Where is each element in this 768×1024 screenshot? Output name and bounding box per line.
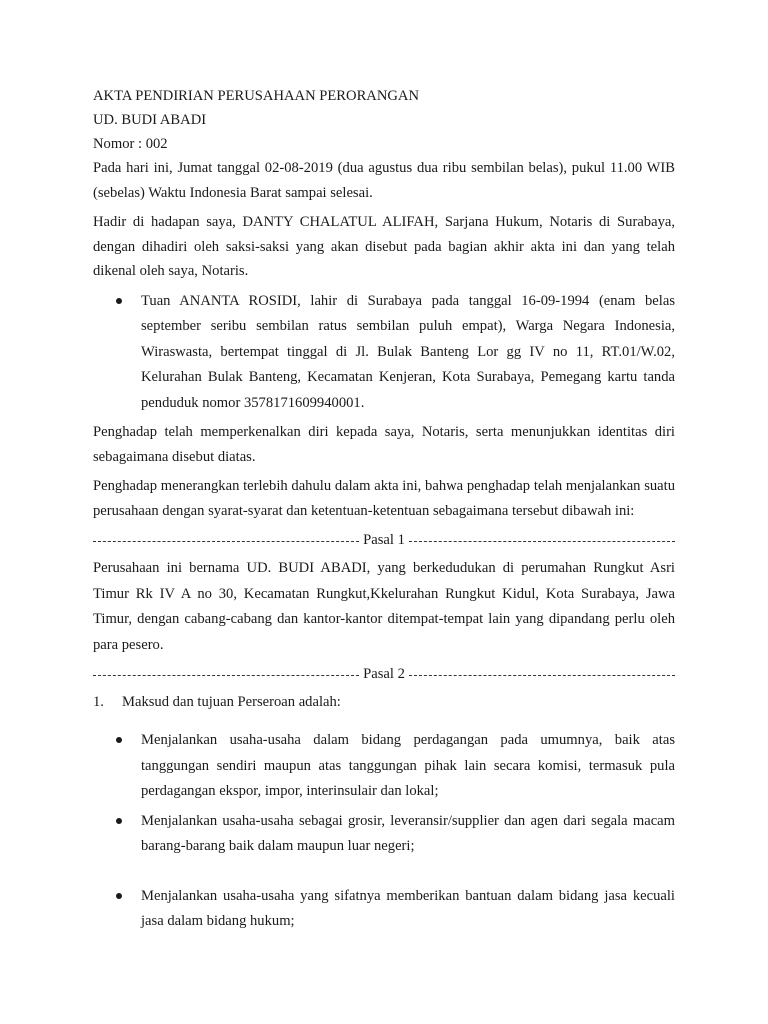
bullet-icon — [116, 298, 122, 304]
party-description: Tuan ANANTA ROSIDI, lahir di Surabaya pada tanggal 16-09-1994 (enam belas september seribu sembilan ratus sembilan puluh empat), Warga Negara Indonesia, Wiraswasta, bertempat tinggal di Jl. Bulak Banteng Lor gg IV no 11, RT.01/W.02, Kelurahan Bulak Banteng, Kecamatan Kenjeran, Kota Surabaya, Pemegang kartu tanda penduduk nomor 3578171609940001. — [141, 292, 675, 411]
dashed-line — [93, 541, 359, 542]
purpose-list — [93, 728, 675, 935]
party-list — [93, 289, 675, 417]
list-item — [93, 884, 675, 935]
pasal-1-heading: Pasal 1 — [363, 532, 405, 548]
paragraph-statement: Penghadap menerangkan terlebih dahulu dalam akta ini, bahwa penghadap telah menjalankan suatu perusahaan dengan syarat-syarat dan ketentuan-ketentuan sebagaimana tersebut dibawah ini: — [93, 478, 675, 519]
document-title: AKTA PENDIRIAN PERUSAHAAN PERORANGAN — [93, 88, 419, 104]
dashed-line — [409, 541, 675, 542]
paragraph-identity: Penghadap telah memperkenalkan diri kepada saya, Notaris, serta menunjukkan identitas diri sebagaimana disebut diatas. — [93, 424, 675, 465]
purpose-text: Menjalankan usaha-usaha sebagai grosir, leveransir/supplier dan agen dari segala macam barang-barang baik dalam maupun luar negeri; — [141, 812, 675, 854]
list-item — [93, 809, 675, 860]
bullet-icon — [116, 737, 122, 743]
list-item — [93, 289, 675, 417]
dashed-line — [409, 675, 675, 676]
pasal-2-separator — [93, 662, 675, 686]
purpose-text: Menjalankan usaha-usaha yang sifatnya memberikan bantuan dalam bidang jasa kecuali jasa dalam bidang hukum; — [141, 887, 675, 929]
document-body — [93, 84, 675, 939]
item-text: Maksud dan tujuan Perseroan adalah: — [122, 694, 341, 710]
deed-number: Nomor : 002 — [93, 136, 168, 152]
dashed-line — [93, 675, 359, 676]
paragraph-notary: Hadir di hadapan saya, DANTY CHALATUL ALIFAH, Sarjana Hukum, Notaris di Surabaya, dengan dihadiri oleh saksi-saksi yang akan disebut pada bagian akhir akta ini dan yang telah dikenal oleh saya, Notaris. — [93, 214, 675, 279]
pasal-2-item — [93, 690, 675, 714]
bullet-icon — [116, 893, 122, 899]
bullet-icon — [116, 818, 122, 824]
item-number: 1. — [93, 694, 104, 710]
purpose-text: Menjalankan usaha-usaha dalam bidang perdagangan pada umumnya, baik atas tanggungan sendiri maupun atas tanggungan pihak lain secara komisi, termasuk pula perdagangan ekspor, impor, interinsulair dan lokal; — [141, 732, 675, 799]
company-name: UD. BUDI ABADI — [93, 112, 207, 128]
paragraph-date: Pada hari ini, Jumat tanggal 02-08-2019 (dua agustus dua ribu sembilan belas), pukul 11.00 WIB (sebelas) Waktu Indonesia Barat sampai selesai. — [93, 160, 675, 201]
list-item — [93, 728, 675, 805]
pasal-1-text: Perusahaan ini bernama UD. BUDI ABADI, yang berkedudukan di perumahan Rungkut Asri Timur Rk IV A no 30, Kecamatan Rungkut,Kkelurahan Rungkut Kidul, Kota Surabaya, Jawa Timur, dengan cabang-cabang dan kantor-kantor ditempat-tempat lain yang dipandang perlu oleh para pesero. — [93, 560, 675, 653]
pasal-1-separator — [93, 528, 675, 552]
pasal-2-heading: Pasal 2 — [363, 666, 405, 682]
